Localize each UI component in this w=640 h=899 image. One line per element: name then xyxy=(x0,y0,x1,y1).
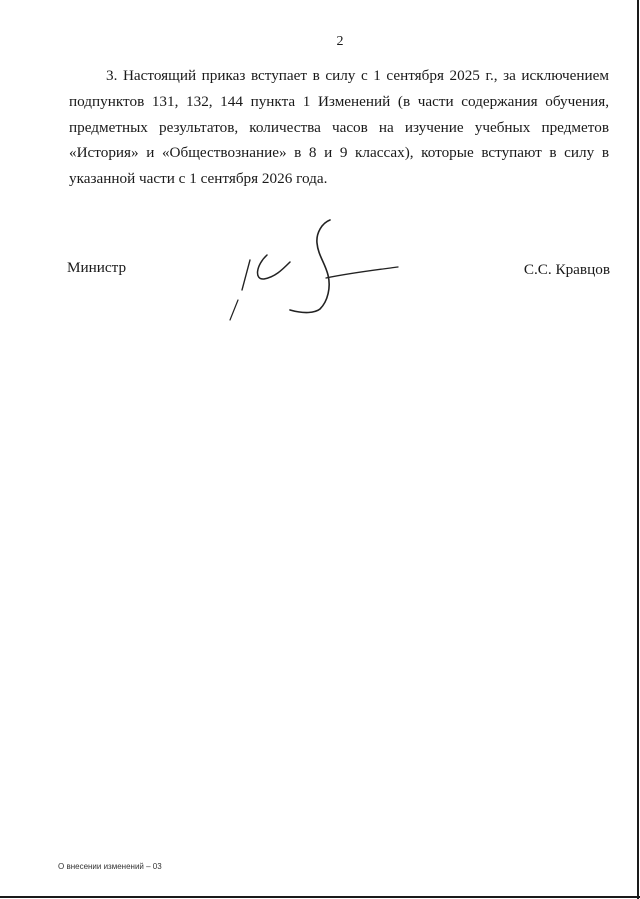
page-number: 2 xyxy=(336,34,344,49)
footer-document-id: О внесении изменений – 03 xyxy=(58,862,162,871)
handwritten-signature xyxy=(220,215,410,325)
paragraph-3: 3. Настоящий приказ вступает в силу с 1 сентября 2025 г., за исключением подпунктов 131, 132, 144 пункта 1 Изменений (в части содержания обучения, предметных результатов, количества часов на изучение учебных предметов «История» и «Обществознание» в 8 и 9 классах), которые вступают в силу в указанной части с 1 сентября 2026 года. xyxy=(69,67,609,188)
signatory-position: Министр xyxy=(67,259,127,276)
scan-edge-bottom xyxy=(0,896,640,898)
signatory-name: С.С. Кравцов xyxy=(523,261,610,278)
scan-edge-right xyxy=(637,0,639,899)
